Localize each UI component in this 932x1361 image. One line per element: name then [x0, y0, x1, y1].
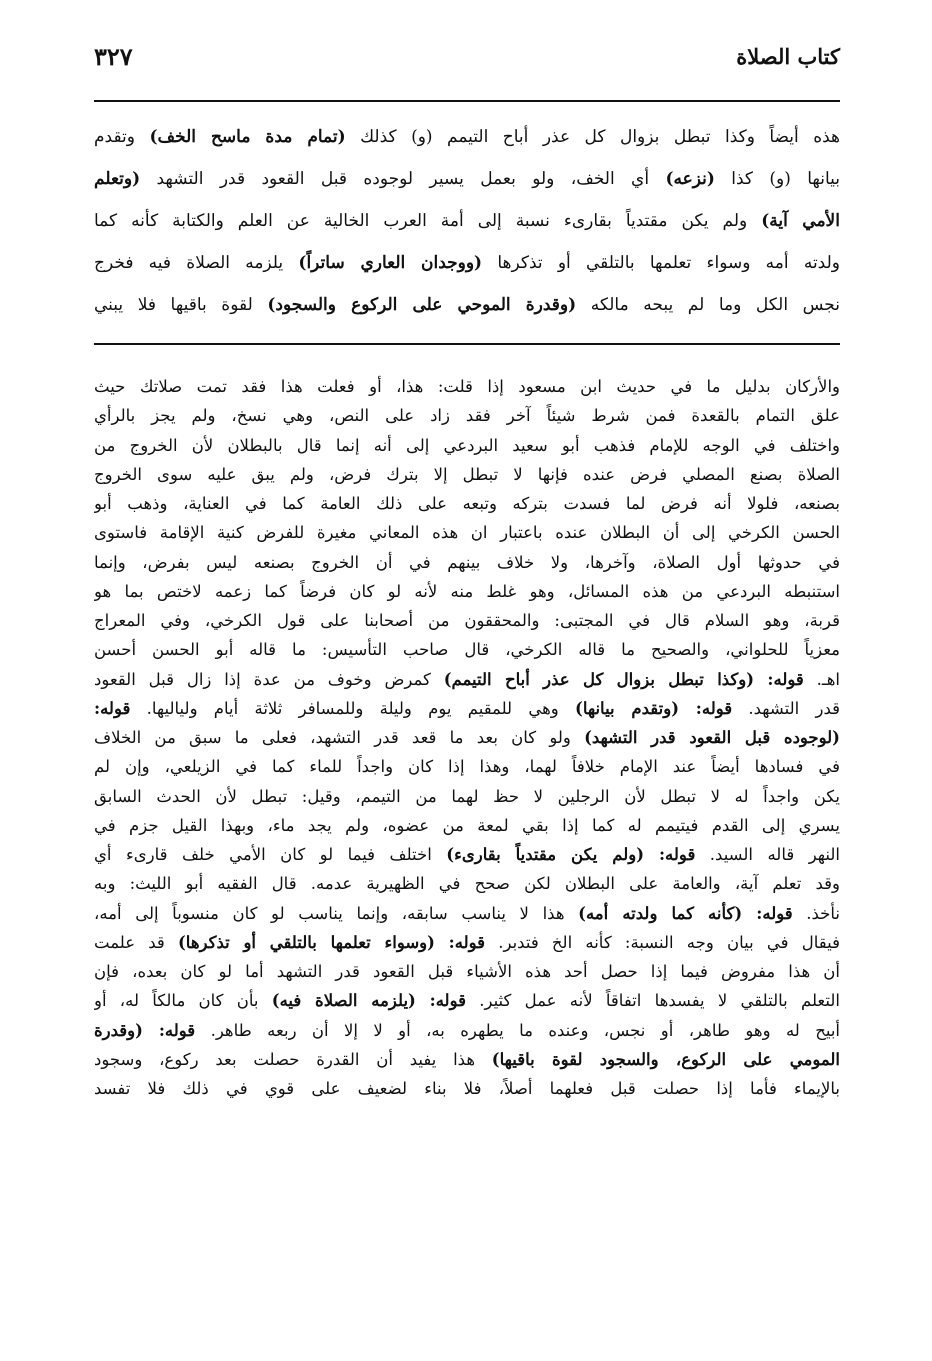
- sharh-line: [94, 1016, 840, 1045]
- text-run: يسري إلى القدم فيتيمم له كما إذا بقي لمعة من عضوه، ولم يجد ماء، وبهذا القيل جزم في: [94, 815, 840, 835]
- sharh-line: [94, 752, 840, 781]
- text-run: في حدوثها أول الصلاة، وآخرها، ولا خلاف بينهم في أن الخروج بصنعه ليس بفرض، وإنما: [94, 552, 840, 572]
- text-run: نأخذ.: [792, 903, 840, 923]
- matn-line: [94, 158, 840, 200]
- text-run: التعلم بالتلقي لا يفسدها اتفاقاً لأنه عمل كثير.: [465, 991, 840, 1011]
- sharh-line: [94, 782, 840, 811]
- text-run: الصلاة بصنع المصلي فرض عنده فإنها لا تبطل إلا بترك فرض، ولم يبق عليه سوى الخروج: [94, 464, 840, 484]
- sharh-line: [94, 401, 840, 430]
- sharh-line: [94, 869, 840, 898]
- text-run: ولم يكن مقتدياً بقارىء نسبة إلى أمة العرب الخالية عن العلم والكتابة كأنه كما: [94, 211, 762, 231]
- quoted-term: الأمي آية): [761, 211, 840, 231]
- sharh-line: [94, 577, 840, 606]
- book-title: كتاب الصلاة: [736, 44, 840, 69]
- sharh-line: [94, 928, 840, 957]
- quoted-term: (نزعه): [665, 169, 715, 189]
- text-run: وتقدم: [94, 127, 150, 147]
- sharh-line: [94, 899, 840, 928]
- sharh-line: [94, 431, 840, 460]
- quoted-term: قوله:: [94, 698, 131, 718]
- quoted-term: قوله: (وتقدم بيانها): [575, 698, 733, 718]
- sharh-line: [94, 840, 840, 869]
- text-run: قدر التشهد.: [732, 698, 840, 718]
- sharh-line: [94, 489, 840, 518]
- text-run: استنبطه البردعي من هذه المسائل، وهو غلط منه لأنه لو كان فرضاً كما زعمه لاختص بما هو: [94, 581, 840, 601]
- sharh-line: [94, 606, 840, 635]
- quoted-term: (تمام مدة ماسح الخف): [149, 127, 346, 147]
- text-run: الحسن الكرخي إلى أن البطلان عنده باعتبار ان هذه المعاني مغيرة للفرض كنية الإقامة فاستوى: [94, 523, 840, 543]
- text-run: ولدته أمه وسواء تعلمها بالتلقي أو تذكرها: [482, 253, 840, 273]
- text-run: النهر قاله السيد.: [695, 845, 840, 864]
- text-run: والأركان بدليل ما في حديث ابن مسعود إذا قلت: هذا، أو فعلت هذا فقد تمت صلاتك حيث: [94, 377, 840, 396]
- matn-text-block: [94, 116, 840, 326]
- sharh-line: [94, 518, 840, 547]
- matn-sharh-divider: [94, 343, 840, 345]
- running-header: [90, 40, 840, 88]
- quoted-term: قوله: (ولم يكن مقتدياً بقارىء): [446, 845, 696, 864]
- sharh-line: [94, 811, 840, 840]
- quoted-term: (لوجوده قبل القعود قدر التشهد): [584, 728, 840, 747]
- quoted-term: المومي على الركوع، والسجود لقوة باقيها): [491, 1049, 840, 1069]
- quoted-term: (وتعلم: [94, 169, 141, 189]
- quoted-term: قوله: (وسواء تعلمها بالتلقي أو تذكرها): [178, 932, 486, 952]
- sharh-line: [94, 1074, 840, 1103]
- sharh-line: [94, 986, 840, 1015]
- text-run: يكن واجداً له لا تبطل لأن الرجلين لا حظ لهما من التيمم، وقيل: تبطل لأن الحدث السابق: [94, 786, 840, 806]
- sharh-line: [94, 694, 840, 723]
- text-run: بالإيماء فأما إذا حصلت قبل فعلهما أصلاً، فلا بناء لضعيف على قوي في ذلك فلا تفسد: [94, 1079, 840, 1098]
- sharh-line: [94, 460, 840, 489]
- text-run: أبيح له وهو طاهر، أو نجس، وعنده ما يطهره به، أو لا إلا أن ربعه طاهر.: [195, 1020, 840, 1040]
- text-run: بأن كان مالكاً له، أو: [94, 991, 272, 1011]
- text-run: لقوة باقيها فلا يبني: [94, 295, 268, 315]
- text-run: هذا يفيد أن القدرة حصلت بعد ركوع، وسجود: [94, 1049, 492, 1069]
- sharh-line: [94, 1045, 840, 1074]
- text-run: وهي للمقيم يوم وليلة وللمسافر ثلاثة أيام ولياليها.: [130, 698, 576, 718]
- quoted-term: (ووجدان العاري ساتراً): [298, 253, 483, 273]
- text-run: اهـ.: [803, 669, 840, 689]
- text-run: فيقال في بيان وجه النسبة: كأنه الخ فتدبر.: [485, 932, 840, 952]
- sharh-line: [94, 635, 840, 664]
- matn-line: [94, 116, 840, 158]
- quoted-term: قوله: (وكذا تبطل بزوال كل عذر أباح التيمم): [443, 669, 804, 689]
- text-run: أن هذا مفروض فيما إذا حصل أحد هذه الأشياء قبل القعود قدر التشهد أما لو كان بعده، فإن: [94, 962, 840, 981]
- text-run: هذا لا يناسب سابقه، وإنما يناسب لو كان منسوباً إلى أمه،: [94, 903, 579, 923]
- text-run: قربة، وهو السلام قال في المجتبى: والمحققون من أصحابنا على قول الكرخي، وفي المعراج: [94, 611, 840, 630]
- quoted-term: (وقدرة الموحي على الركوع والسجود): [267, 295, 577, 315]
- sharh-line: [94, 957, 840, 986]
- sharh-line: [94, 548, 840, 577]
- quoted-term: قوله: (كأنه كما ولدته أمه): [578, 903, 793, 923]
- matn-line: [94, 200, 840, 242]
- matn-line: [94, 242, 840, 284]
- text-run: في فسادها أيضاً عند الإمام خلافاً لهما، وهذا إذا كان واجداً للماء كما في الزيلعي، وإن لم: [94, 757, 840, 777]
- text-run: بيانها (و) كذا: [714, 169, 840, 189]
- sharh-line: [94, 665, 840, 694]
- page-number: ٣٢٧: [94, 42, 133, 71]
- text-run: معزياً للحلواني، والصحيح ما قاله الكرخي، قال صاحب التأسيس: ما قاله أبو الحسن أحسن: [94, 640, 840, 660]
- quoted-term: قوله: (وقدرة: [94, 1020, 196, 1040]
- text-run: أي الخف، ولو بعمل يسير لوجوده قبل القعود قدر التشهد: [140, 169, 666, 189]
- text-run: وقد تعلم آية، والعامة على البطلان لكن صحح في الظهيرية عدمه. قال الفقيه أبو الليث: وبه: [94, 874, 840, 894]
- text-run: ولو كان بعد ما قعد قدر التشهد، فعلى ما سبق من الخلاف: [94, 728, 585, 747]
- text-run: هذه أيضاً وكذا تبطل بزوال كل عذر أباح التيمم (و) كذلك: [345, 127, 840, 147]
- text-run: قد علمت: [94, 932, 178, 952]
- sharh-line: [94, 372, 840, 401]
- text-run: كمرض وخوف من عدة إذا زال قبل القعود: [94, 669, 444, 689]
- text-run: علق التمام بالقعدة فمن شرط شيئاً آخر فقد زاد على النص، وهي نسخ، ولم يجز بالرأي: [94, 406, 840, 426]
- text-run: واختلف في الوجه للإمام فذهب أبو سعيد البردعي إلى أنه إنما قال بالبطلان لأن الخروج من: [94, 435, 840, 455]
- text-run: يلزمه الصلاة فيه فخرج: [94, 253, 299, 273]
- sharh-commentary-block: [94, 372, 840, 1103]
- sharh-line: [94, 723, 840, 752]
- header-rule: [94, 100, 840, 102]
- text-run: بصنعه، فلولا أنه فرض لما فسدت بتركه وتبعه على ذلك العامة كما في العناية، وذهب أبو: [94, 494, 840, 513]
- text-run: نجس الكل وما لم يبحه مالكه: [576, 295, 840, 315]
- matn-line: [94, 284, 840, 326]
- text-run: اختلف فيما لو كان الأمي خلف قارىء أي: [94, 845, 447, 864]
- quoted-term: قوله: (يلزمه الصلاة فيه): [271, 991, 466, 1011]
